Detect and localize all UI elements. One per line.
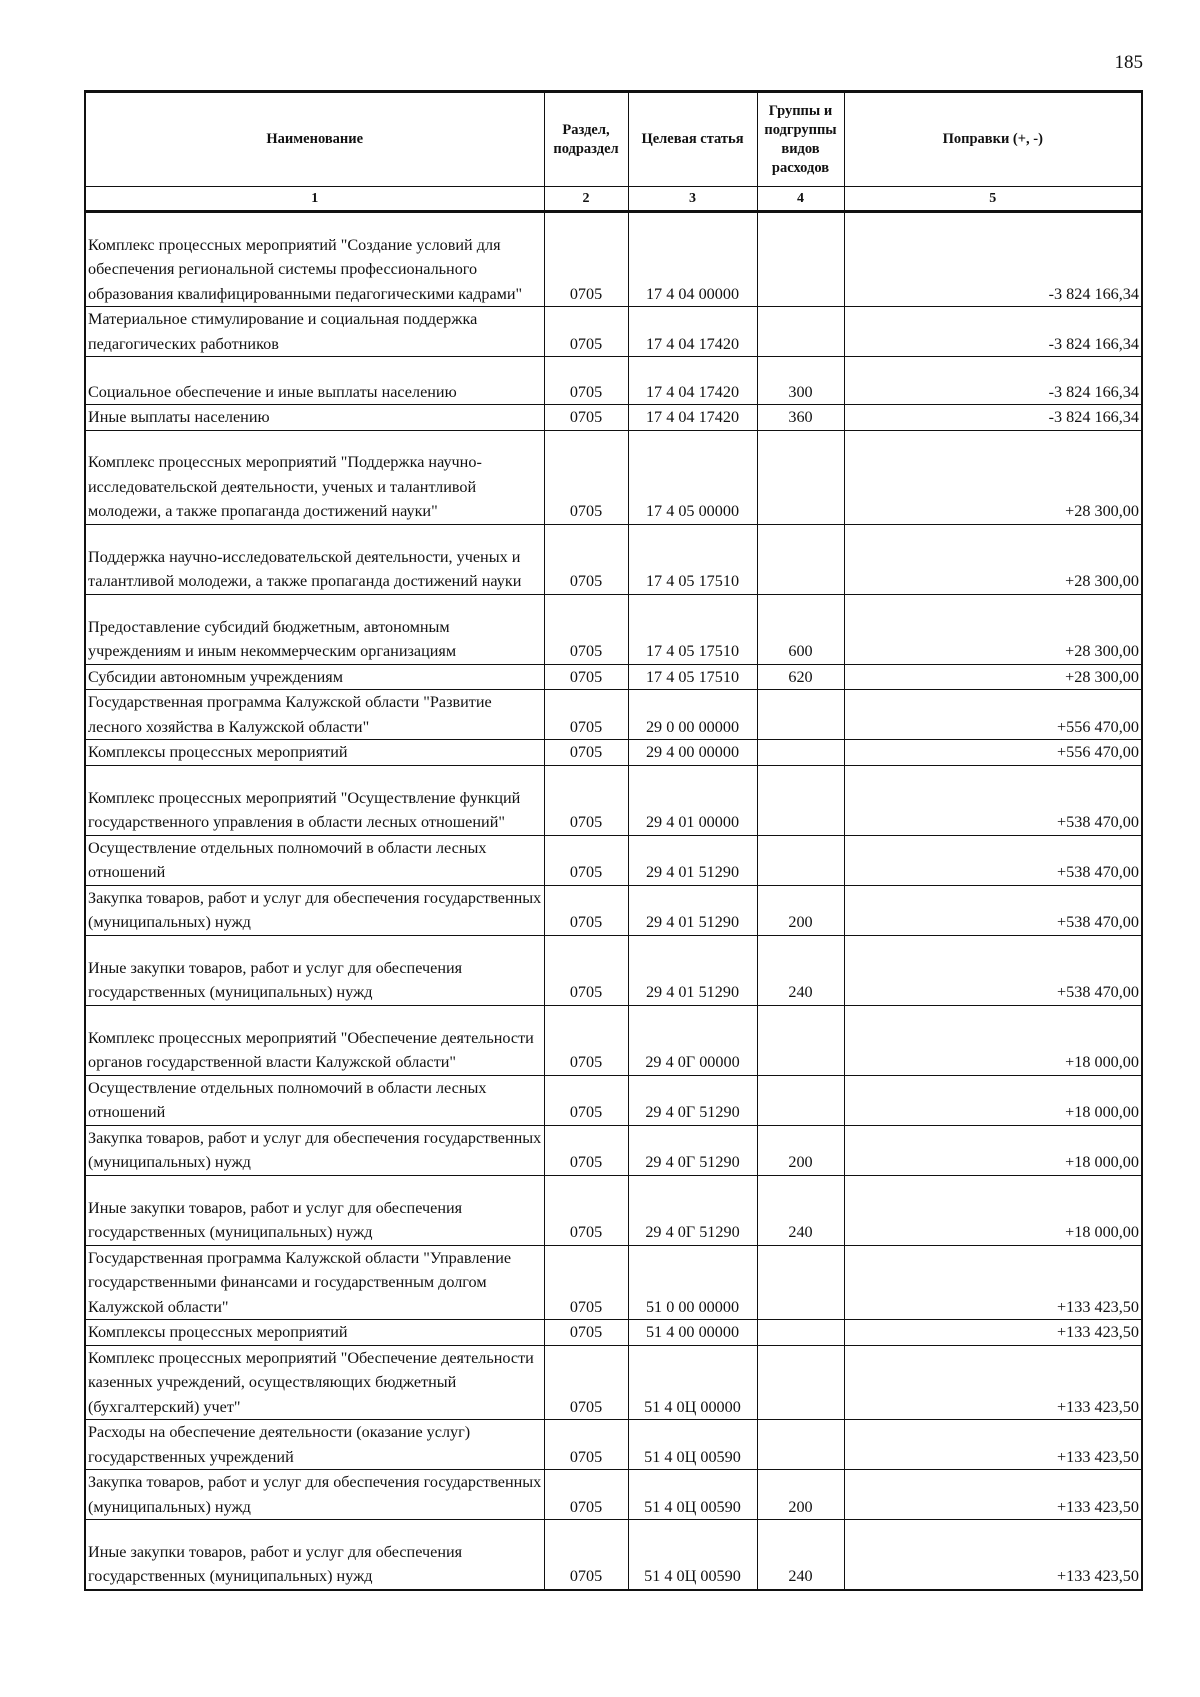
cell-expense-group [757,1075,844,1125]
cell-name: Иные выплаты населению [85,405,544,431]
cell-section: 0705 [544,1420,628,1470]
cell-section: 0705 [544,212,628,307]
cell-expense-group: 200 [757,1125,844,1175]
header-group: Группы и подгруппы видов расходов [757,92,844,187]
table-row [85,835,1142,885]
cell-name: Комплекс процессных мероприятий "Обеспечение деятельности казенных учреждений, осуществляющих бюджетный (бухгалтерский) учет" [85,1345,544,1420]
table-row [85,885,1142,935]
cell-section: 0705 [544,357,628,405]
cell-name: Иные закупки товаров, работ и услуг для обеспечения государственных (муниципальных) нужд [85,1520,544,1590]
cell-name: Комплексы процессных мероприятий [85,740,544,766]
table-row [85,357,1142,405]
cell-amount: -3 824 166,34 [844,357,1142,405]
cell-name: Закупка товаров, работ и услуг для обеспечения государственных (муниципальных) нужд [85,1125,544,1175]
cell-expense-group: 300 [757,357,844,405]
cell-name: Комплексы процессных мероприятий [85,1320,544,1346]
cell-target-article: 17 4 04 00000 [628,212,757,307]
cell-section: 0705 [544,405,628,431]
cell-section: 0705 [544,885,628,935]
cell-amount: +133 423,50 [844,1345,1142,1420]
cell-expense-group: 240 [757,935,844,1005]
table-row [85,524,1142,594]
cell-amount: +133 423,50 [844,1245,1142,1320]
cell-target-article: 29 4 01 00000 [628,765,757,835]
cell-target-article: 29 4 0Г 00000 [628,1005,757,1075]
cell-section: 0705 [544,690,628,740]
table-row [85,430,1142,524]
cell-target-article: 17 4 04 17420 [628,357,757,405]
column-number: 5 [844,187,1142,212]
cell-section: 0705 [544,740,628,766]
cell-amount: +538 470,00 [844,935,1142,1005]
cell-target-article: 17 4 05 17510 [628,664,757,690]
cell-name: Комплекс процессных мероприятий "Создание условий для обеспечения региональной системы профессионального образования квалифицированными педагогическими кадрами" [85,212,544,307]
cell-expense-group [757,765,844,835]
cell-amount: +556 470,00 [844,690,1142,740]
column-number: 1 [85,187,544,212]
cell-expense-group [757,1320,844,1346]
column-number: 2 [544,187,628,212]
cell-amount: +538 470,00 [844,765,1142,835]
cell-expense-group [757,524,844,594]
table-row [85,594,1142,664]
cell-section: 0705 [544,1075,628,1125]
cell-target-article: 17 4 05 17510 [628,524,757,594]
header-article: Целевая статья [628,92,757,187]
cell-section: 0705 [544,1245,628,1320]
cell-expense-group [757,740,844,766]
table-row [85,1005,1142,1075]
cell-name: Государственная программа Калужской области "Управление государственными финансами и государственным долгом Калужской области" [85,1245,544,1320]
cell-section: 0705 [544,524,628,594]
table-row [85,1345,1142,1420]
table-row [85,1520,1142,1590]
cell-target-article: 29 4 0Г 51290 [628,1175,757,1245]
cell-section: 0705 [544,664,628,690]
cell-name: Осуществление отдельных полномочий в области лесных отношений [85,1075,544,1125]
cell-target-article: 51 4 0Ц 00590 [628,1520,757,1590]
cell-expense-group [757,1420,844,1470]
table-row [85,1075,1142,1125]
cell-name: Предоставление субсидий бюджетным, автономным учреждениям и иным некоммерческим организациям [85,594,544,664]
cell-target-article: 17 4 05 17510 [628,594,757,664]
cell-amount: -3 824 166,34 [844,307,1142,357]
cell-expense-group: 600 [757,594,844,664]
table-row [85,690,1142,740]
cell-section: 0705 [544,1005,628,1075]
cell-amount: +18 000,00 [844,1005,1142,1075]
header-name: Наименование [85,92,544,187]
table-row [85,740,1142,766]
cell-amount: +538 470,00 [844,885,1142,935]
table-body [85,212,1142,1590]
table-row [85,935,1142,1005]
cell-expense-group: 200 [757,1470,844,1520]
cell-target-article: 51 4 0Ц 00000 [628,1345,757,1420]
cell-name: Комплекс процессных мероприятий "Обеспечение деятельности органов государственной власти Калужской области" [85,1005,544,1075]
cell-target-article: 51 4 0Ц 00590 [628,1470,757,1520]
budget-amendments-table [84,90,1143,1591]
table-row [85,1245,1142,1320]
cell-expense-group [757,212,844,307]
cell-name: Поддержка научно-исследовательской деятельности, ученых и талантливой молодежи, а также пропаганда достижений науки [85,524,544,594]
cell-expense-group: 240 [757,1175,844,1245]
table-row [85,1470,1142,1520]
cell-amount: +28 300,00 [844,664,1142,690]
cell-section: 0705 [544,307,628,357]
cell-section: 0705 [544,430,628,524]
cell-section: 0705 [544,835,628,885]
cell-amount: +133 423,50 [844,1420,1142,1470]
cell-name: Комплекс процессных мероприятий "Осуществление функций государственного управления в области лесных отношений" [85,765,544,835]
cell-amount: -3 824 166,34 [844,212,1142,307]
column-number: 3 [628,187,757,212]
table-row [85,1125,1142,1175]
cell-name: Субсидии автономным учреждениям [85,664,544,690]
cell-section: 0705 [544,594,628,664]
cell-target-article: 29 4 00 00000 [628,740,757,766]
cell-section: 0705 [544,1345,628,1420]
cell-section: 0705 [544,1175,628,1245]
table-row [85,212,1142,307]
column-number-row [85,187,1142,212]
header-amount: Поправки (+, -) [844,92,1142,187]
cell-amount: +18 000,00 [844,1075,1142,1125]
cell-target-article: 29 4 01 51290 [628,935,757,1005]
cell-target-article: 29 4 0Г 51290 [628,1075,757,1125]
cell-expense-group [757,307,844,357]
cell-expense-group [757,835,844,885]
table-row [85,1420,1142,1470]
cell-amount: +538 470,00 [844,835,1142,885]
cell-expense-group: 360 [757,405,844,431]
page-number: 185 [1114,52,1143,73]
table-row [85,1175,1142,1245]
cell-amount: +18 000,00 [844,1125,1142,1175]
cell-amount: +18 000,00 [844,1175,1142,1245]
table-row [85,1320,1142,1346]
cell-amount: +133 423,50 [844,1520,1142,1590]
cell-name: Иные закупки товаров, работ и услуг для обеспечения государственных (муниципальных) нужд [85,1175,544,1245]
cell-name: Осуществление отдельных полномочий в области лесных отношений [85,835,544,885]
cell-section: 0705 [544,765,628,835]
cell-amount: +28 300,00 [844,430,1142,524]
cell-target-article: 51 4 0Ц 00590 [628,1420,757,1470]
cell-target-article: 17 4 04 17420 [628,405,757,431]
header-row [85,92,1142,187]
table-row [85,405,1142,431]
column-number: 4 [757,187,844,212]
cell-name: Закупка товаров, работ и услуг для обеспечения государственных (муниципальных) нужд [85,885,544,935]
cell-target-article: 51 4 00 00000 [628,1320,757,1346]
table-row [85,664,1142,690]
cell-target-article: 17 4 04 17420 [628,307,757,357]
cell-section: 0705 [544,1320,628,1346]
cell-expense-group [757,1005,844,1075]
cell-amount: -3 824 166,34 [844,405,1142,431]
cell-target-article: 17 4 05 00000 [628,430,757,524]
cell-target-article: 29 0 00 00000 [628,690,757,740]
cell-name: Иные закупки товаров, работ и услуг для обеспечения государственных (муниципальных) нужд [85,935,544,1005]
cell-expense-group [757,1345,844,1420]
cell-name: Закупка товаров, работ и услуг для обеспечения государственных (муниципальных) нужд [85,1470,544,1520]
cell-section: 0705 [544,1520,628,1590]
cell-target-article: 29 4 01 51290 [628,885,757,935]
header-section: Раздел, подраздел [544,92,628,187]
cell-expense-group [757,690,844,740]
cell-section: 0705 [544,1125,628,1175]
cell-expense-group: 240 [757,1520,844,1590]
cell-expense-group [757,430,844,524]
cell-expense-group [757,1245,844,1320]
cell-section: 0705 [544,935,628,1005]
cell-amount: +133 423,50 [844,1470,1142,1520]
cell-target-article: 29 4 0Г 51290 [628,1125,757,1175]
cell-expense-group: 200 [757,885,844,935]
cell-amount: +133 423,50 [844,1320,1142,1346]
cell-expense-group: 620 [757,664,844,690]
cell-name: Комплекс процессных мероприятий "Поддержка научно-исследовательской деятельности, ученых и талантливой молодежи, а также пропаганда достижений науки" [85,430,544,524]
cell-name: Государственная программа Калужской области "Развитие лесного хозяйства в Калужской области" [85,690,544,740]
cell-name: Социальное обеспечение и иные выплаты населению [85,357,544,405]
table-row [85,765,1142,835]
table-row [85,307,1142,357]
cell-amount: +556 470,00 [844,740,1142,766]
cell-target-article: 51 0 00 00000 [628,1245,757,1320]
cell-name: Материальное стимулирование и социальная поддержка педагогических работников [85,307,544,357]
cell-section: 0705 [544,1470,628,1520]
cell-amount: +28 300,00 [844,594,1142,664]
cell-amount: +28 300,00 [844,524,1142,594]
cell-name: Расходы на обеспечение деятельности (оказание услуг) государственных учреждений [85,1420,544,1470]
cell-target-article: 29 4 01 51290 [628,835,757,885]
